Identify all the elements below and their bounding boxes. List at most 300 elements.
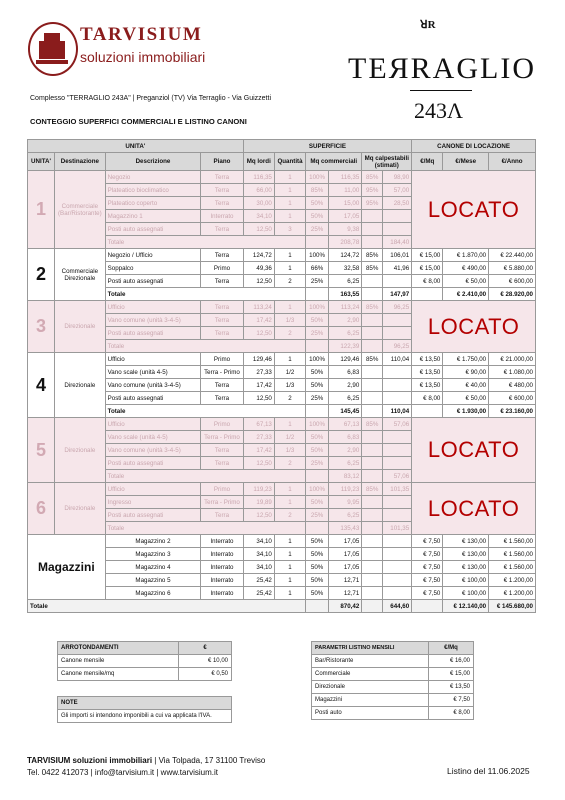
- unit-destination: Commerciale (Bar/Ristorante): [55, 171, 106, 249]
- row-calp-coefficient: [362, 496, 383, 509]
- locato-badge: LOCATO: [427, 313, 520, 339]
- row-calp-coefficient: [362, 444, 383, 457]
- total-spacer: [306, 522, 329, 535]
- row-eur-anno: € 1.200,00: [489, 587, 536, 600]
- table-row: [28, 353, 536, 366]
- row-calp-coefficient: 95%: [362, 184, 383, 197]
- row-mq-lordi: 12,50: [243, 327, 274, 340]
- unit-number: 4: [28, 353, 55, 418]
- row-floor: Interrato: [201, 535, 243, 548]
- row-mq-commerciali: 2,90: [329, 444, 362, 457]
- row-mq-calpestabili: 41,96: [383, 262, 412, 275]
- row-mq-lordi: 34,10: [243, 548, 274, 561]
- unit-destination: Direzionale: [55, 483, 106, 535]
- row-eur-anno: € 1.560,00: [489, 561, 536, 574]
- row-description: Magazzino 2: [105, 535, 201, 548]
- row-description: Ufficio: [105, 418, 201, 431]
- rounding-value: € 10,00: [179, 655, 232, 668]
- row-description: Vano comune (unità 3-4-5): [105, 314, 201, 327]
- row-description: Vano comune (unità 3-4-5): [105, 379, 201, 392]
- total-spacer: [362, 470, 383, 483]
- brand-divider: [410, 90, 472, 91]
- row-floor: Primo: [201, 483, 243, 496]
- row-description: Ufficio: [105, 353, 201, 366]
- row-mq-calpestabili: [383, 223, 412, 236]
- group-canone: CANONE DI LOCAZIONE: [412, 140, 536, 153]
- params-value: € 13,50: [429, 681, 474, 694]
- row-quantity: 1: [274, 210, 305, 223]
- unit-destination: Direzionale: [55, 353, 106, 418]
- row-coefficient: 66%: [306, 262, 329, 275]
- locato-badge: LOCATO: [427, 196, 520, 222]
- units-table: [27, 139, 536, 613]
- row-description: Soppalco: [105, 262, 201, 275]
- total-label: Totale: [105, 288, 306, 301]
- row-mq-lordi: 12,50: [243, 392, 274, 405]
- row-description: Magazzino 4: [105, 561, 201, 574]
- row-mq-calpestabili: 57,00: [383, 184, 412, 197]
- total-mq-calpestabili: 110,04: [383, 405, 412, 418]
- row-coefficient: 25%: [306, 223, 329, 236]
- row-quantity: 1: [274, 483, 305, 496]
- row-coefficient: 50%: [306, 379, 329, 392]
- group-superficie: SUPERFICIE: [243, 140, 412, 153]
- total-mq-commerciali: 163,55: [329, 288, 362, 301]
- row-description: Posti auto assegnati: [105, 392, 201, 405]
- row-mq-commerciali: 17,05: [329, 210, 362, 223]
- row-mq-calpestabili: [383, 444, 412, 457]
- col-eur-mese: €/Mese: [443, 153, 489, 171]
- row-floor: Interrato: [201, 210, 243, 223]
- row-mq-commerciali: 124,72: [329, 249, 362, 262]
- row-mq-commerciali: 116,35: [329, 171, 362, 184]
- row-floor: Terra: [201, 223, 243, 236]
- rounding-value: € 0,50: [179, 668, 232, 681]
- total-spacer: [306, 288, 329, 301]
- row-floor: Interrato: [201, 574, 243, 587]
- locato-cell: [412, 171, 536, 249]
- row-description: Magazzino 5: [105, 574, 201, 587]
- row-mq-calpestabili: 101,35: [383, 483, 412, 496]
- row-calp-coefficient: 85%: [362, 262, 383, 275]
- row-floor: Terra - Primo: [201, 431, 243, 444]
- row-calp-coefficient: [362, 379, 383, 392]
- row-floor: Interrato: [201, 587, 243, 600]
- row-mq-commerciali: 12,71: [329, 587, 362, 600]
- row-calp-coefficient: 85%: [362, 483, 383, 496]
- row-coefficient: 100%: [306, 301, 329, 314]
- row-mq-calpestabili: 57,06: [383, 418, 412, 431]
- footer-address: | Via Tolpada, 17 31100 Treviso: [154, 756, 266, 765]
- row-mq-lordi: 17,42: [243, 314, 274, 327]
- row-quantity: 1/2: [274, 431, 305, 444]
- row-mq-calpestabili: 98,90: [383, 171, 412, 184]
- total-mq-commerciali: 83,12: [329, 470, 362, 483]
- row-coefficient: 50%: [306, 366, 329, 379]
- total-spacer: [306, 600, 329, 613]
- row-mq-commerciali: 17,05: [329, 561, 362, 574]
- row-description: Posti auto assegnati: [105, 457, 201, 470]
- locato-cell: [412, 483, 536, 535]
- params-unit: €/Mq: [429, 642, 474, 655]
- row-calp-coefficient: [362, 535, 383, 548]
- row-mq-lordi: 30,00: [243, 197, 274, 210]
- total-spacer: [306, 405, 329, 418]
- row-coefficient: 100%: [306, 418, 329, 431]
- row-coefficient: 50%: [306, 574, 329, 587]
- row-coefficient: 50%: [306, 548, 329, 561]
- brand-number: 243Λ: [414, 98, 463, 123]
- row-mq-lordi: 19,89: [243, 496, 274, 509]
- row-floor: Interrato: [201, 548, 243, 561]
- row-quantity: 1: [274, 418, 305, 431]
- row-description: Negozio: [105, 171, 201, 184]
- total-mq-commerciali: 135,43: [329, 522, 362, 535]
- col-mq-calpestabili: Mq calpestabili (stimati): [362, 153, 412, 171]
- company-logo: [24, 16, 224, 78]
- params-label: Posti auto: [312, 707, 429, 720]
- total-mq-calpestabili: 147,97: [383, 288, 412, 301]
- total-spacer: [412, 405, 443, 418]
- row-mq-calpestabili: 28,50: [383, 197, 412, 210]
- row-quantity: 1: [274, 535, 305, 548]
- row-mq-commerciali: 15,00: [329, 197, 362, 210]
- row-eur-mese: € 100,00: [443, 574, 489, 587]
- row-calp-coefficient: [362, 457, 383, 470]
- unit-number: 1: [28, 171, 55, 249]
- row-quantity: 1: [274, 548, 305, 561]
- row-mq-commerciali: 6,25: [329, 327, 362, 340]
- total-mq-commerciali: 122,39: [329, 340, 362, 353]
- row-description: Negozio / Ufficio: [105, 249, 201, 262]
- row-mq-commerciali: 113,24: [329, 301, 362, 314]
- row-mq-calpestabili: [383, 496, 412, 509]
- row-mq-calpestabili: [383, 210, 412, 223]
- row-coefficient: 25%: [306, 509, 329, 522]
- row-eur-mese: € 100,00: [443, 587, 489, 600]
- row-mq-lordi: 124,72: [243, 249, 274, 262]
- row-mq-lordi: 25,42: [243, 587, 274, 600]
- row-mq-commerciali: 2,90: [329, 379, 362, 392]
- row-calp-coefficient: [362, 392, 383, 405]
- row-coefficient: 50%: [306, 197, 329, 210]
- row-floor: Terra: [201, 249, 243, 262]
- row-quantity: 1: [274, 587, 305, 600]
- total-spacer: [362, 340, 383, 353]
- row-calp-coefficient: [362, 509, 383, 522]
- footer-company: TARVISIUM soluzioni immobiliari: [27, 756, 153, 765]
- params-value: € 15,00: [429, 668, 474, 681]
- row-mq-calpestabili: [383, 314, 412, 327]
- group-unita: UNITA': [28, 140, 244, 153]
- row-mq-commerciali: 6,25: [329, 509, 362, 522]
- total-label: Totale: [105, 522, 306, 535]
- grand-total-label: Totale: [28, 600, 306, 613]
- col-mq-lordi: Mq lordi: [243, 153, 274, 171]
- row-description: Plateatico bioclimatico: [105, 184, 201, 197]
- row-quantity: 2: [274, 392, 305, 405]
- row-mq-commerciali: 12,71: [329, 574, 362, 587]
- complex-info: Complesso "TERRAGLIO 243A" | Preganziol (TV) Via Terraglio - Via Guizzetti: [30, 95, 271, 102]
- row-calp-coefficient: 85%: [362, 418, 383, 431]
- row-mq-lordi: 12,50: [243, 457, 274, 470]
- table-row: [28, 483, 536, 496]
- row-mq-lordi: 17,42: [243, 444, 274, 457]
- row-calp-coefficient: [362, 561, 383, 574]
- row-floor: Terra: [201, 301, 243, 314]
- total-mq-commerciali: 145,45: [329, 405, 362, 418]
- grand-total-row: [28, 600, 536, 613]
- locato-badge: LOCATO: [427, 495, 520, 521]
- row-mq-lordi: 66,00: [243, 184, 274, 197]
- row-coefficient: 25%: [306, 327, 329, 340]
- row-mq-calpestabili: 110,04: [383, 353, 412, 366]
- row-floor: Terra: [201, 444, 243, 457]
- row-description: Plateatico coperto: [105, 197, 201, 210]
- table-row: [28, 418, 536, 431]
- col-unita: UNITA': [28, 153, 55, 171]
- row-eur-mese: € 1.870,00: [443, 249, 489, 262]
- row-calp-coefficient: 85%: [362, 301, 383, 314]
- row-mq-lordi: 113,24: [243, 301, 274, 314]
- col-mq-commerciali: Mq commerciali: [306, 153, 362, 171]
- row-mq-commerciali: 119,23: [329, 483, 362, 496]
- table-row: [28, 535, 536, 548]
- row-eur-mq: € 8,00: [412, 275, 443, 288]
- row-quantity: 2: [274, 275, 305, 288]
- row-eur-anno: € 1.560,00: [489, 548, 536, 561]
- unit-number: 6: [28, 483, 55, 535]
- unit-destination: Direzionale: [55, 418, 106, 483]
- row-coefficient: 50%: [306, 210, 329, 223]
- notes-title: NOTE: [58, 697, 232, 710]
- row-mq-commerciali: 6,25: [329, 275, 362, 288]
- row-eur-anno: € 600,00: [489, 275, 536, 288]
- row-description: Ufficio: [105, 301, 201, 314]
- row-description: Vano scale (unità 4-5): [105, 431, 201, 444]
- rounding-unit: €: [179, 642, 232, 655]
- row-floor: Terra: [201, 457, 243, 470]
- row-mq-lordi: 27,33: [243, 431, 274, 444]
- row-eur-mq: € 13,50: [412, 379, 443, 392]
- row-floor: Terra: [201, 379, 243, 392]
- notes-table: [57, 696, 232, 723]
- footer-contacts: Tel. 0422 412073 | info@tarvisium.it | www.tarvisium.it: [27, 768, 219, 777]
- row-calp-coefficient: 85%: [362, 249, 383, 262]
- row-coefficient: 50%: [306, 431, 329, 444]
- row-coefficient: 100%: [306, 249, 329, 262]
- total-label: Totale: [105, 236, 306, 249]
- row-eur-mese: € 130,00: [443, 561, 489, 574]
- row-eur-mq: € 15,00: [412, 249, 443, 262]
- row-quantity: 1: [274, 496, 305, 509]
- row-eur-mese: € 90,00: [443, 366, 489, 379]
- locato-badge: LOCATO: [427, 437, 520, 462]
- notes-text: Gli importi si intendono imponibili a cui va applicata l'IVA.: [58, 710, 232, 723]
- row-quantity: 1: [274, 561, 305, 574]
- row-description: Ingresso: [105, 496, 201, 509]
- col-quantita: Quantità: [274, 153, 305, 171]
- unit-number: 2: [28, 249, 55, 301]
- row-eur-mese: € 490,00: [443, 262, 489, 275]
- row-eur-mq: € 13,50: [412, 353, 443, 366]
- row-mq-lordi: 34,10: [243, 210, 274, 223]
- total-spacer: [362, 405, 383, 418]
- row-mq-calpestabili: [383, 587, 412, 600]
- col-descrizione: Descrizione: [105, 153, 201, 171]
- unit-destination: Commerciale Direzionale: [55, 249, 106, 301]
- row-mq-lordi: 27,33: [243, 366, 274, 379]
- row-floor: Primo: [201, 262, 243, 275]
- row-description: Vano scale (unità 4-5): [105, 366, 201, 379]
- row-mq-calpestabili: [383, 509, 412, 522]
- row-description: Magazzino 6: [105, 587, 201, 600]
- row-eur-mq: € 7,50: [412, 587, 443, 600]
- row-eur-mq: € 15,00: [412, 262, 443, 275]
- col-piano: Piano: [201, 153, 243, 171]
- row-mq-calpestabili: [383, 366, 412, 379]
- row-coefficient: 50%: [306, 561, 329, 574]
- row-quantity: 1: [274, 353, 305, 366]
- total-spacer: [362, 236, 383, 249]
- logo-subtitle: soluzioni immobiliari: [80, 49, 206, 65]
- total-mq-commerciali: 208,78: [329, 236, 362, 249]
- row-floor: Primo: [201, 418, 243, 431]
- row-eur-anno: € 5.880,00: [489, 262, 536, 275]
- total-mq-calpestabili: 184,40: [383, 236, 412, 249]
- row-mq-lordi: 119,23: [243, 483, 274, 496]
- row-mq-lordi: 49,36: [243, 262, 274, 275]
- total-label: Totale: [105, 405, 306, 418]
- row-mq-lordi: 116,35: [243, 171, 274, 184]
- row-quantity: 2: [274, 327, 305, 340]
- row-calp-coefficient: [362, 548, 383, 561]
- row-eur-anno: € 1.080,00: [489, 366, 536, 379]
- table-row: [28, 249, 536, 262]
- magazzini-label: Magazzini: [28, 535, 106, 600]
- row-mq-calpestabili: 96,25: [383, 301, 412, 314]
- row-calp-coefficient: [362, 366, 383, 379]
- row-quantity: 2: [274, 509, 305, 522]
- total-spacer: [362, 600, 383, 613]
- row-mq-calpestabili: [383, 431, 412, 444]
- row-description: Vano comune (unità 3-4-5): [105, 444, 201, 457]
- col-eur-anno: €/Anno: [489, 153, 536, 171]
- row-mq-commerciali: 11,00: [329, 184, 362, 197]
- row-description: Posti auto assegnati: [105, 509, 201, 522]
- row-floor: Terra - Primo: [201, 496, 243, 509]
- row-mq-commerciali: 32,58: [329, 262, 362, 275]
- row-calp-coefficient: [362, 587, 383, 600]
- row-description: Posti auto assegnati: [105, 327, 201, 340]
- row-floor: Interrato: [201, 561, 243, 574]
- row-eur-anno: € 480,00: [489, 379, 536, 392]
- row-mq-lordi: 34,10: [243, 535, 274, 548]
- total-eur-anno: € 28.920,00: [489, 288, 536, 301]
- footer-company-line: [27, 756, 265, 765]
- row-mq-lordi: 12,50: [243, 275, 274, 288]
- row-mq-commerciali: 9,38: [329, 223, 362, 236]
- row-mq-calpestabili: [383, 327, 412, 340]
- row-calp-coefficient: [362, 223, 383, 236]
- row-mq-commerciali: 129,46: [329, 353, 362, 366]
- row-coefficient: 50%: [306, 535, 329, 548]
- row-coefficient: 50%: [306, 314, 329, 327]
- row-mq-lordi: 34,10: [243, 561, 274, 574]
- total-spacer: [412, 600, 443, 613]
- col-destinazione: Destinazione: [55, 153, 106, 171]
- row-coefficient: 100%: [306, 171, 329, 184]
- total-label: Totale: [105, 470, 306, 483]
- row-description: Ufficio: [105, 483, 201, 496]
- table-row: [28, 301, 536, 314]
- row-quantity: 1: [274, 574, 305, 587]
- row-eur-mese: € 50,00: [443, 275, 489, 288]
- total-mq-calpestabili: 96,25: [383, 340, 412, 353]
- params-table: [311, 641, 474, 720]
- row-mq-lordi: 17,42: [243, 379, 274, 392]
- row-floor: Terra: [201, 314, 243, 327]
- row-quantity: 3: [274, 223, 305, 236]
- total-spacer: [306, 236, 329, 249]
- row-mq-commerciali: 17,05: [329, 548, 362, 561]
- row-eur-anno: € 600,00: [489, 392, 536, 405]
- row-eur-mq: € 7,50: [412, 548, 443, 561]
- row-floor: Primo: [201, 353, 243, 366]
- row-eur-mese: € 40,00: [443, 379, 489, 392]
- unit-number: 3: [28, 301, 55, 353]
- page-title: CONTEGGIO SUPERFICI COMMERCIALI E LISTINO CANONI: [30, 117, 247, 126]
- row-quantity: 1: [274, 184, 305, 197]
- rounding-table: [57, 641, 232, 681]
- row-description: Posti auto assegnati: [105, 275, 201, 288]
- total-eur-anno: € 23.160,00: [489, 405, 536, 418]
- total-eur-mese: € 1.930,00: [443, 405, 489, 418]
- total-spacer: [412, 288, 443, 301]
- total-spacer: [306, 340, 329, 353]
- row-eur-mq: € 7,50: [412, 535, 443, 548]
- row-floor: Terra: [201, 327, 243, 340]
- row-mq-commerciali: 6,25: [329, 392, 362, 405]
- row-quantity: 1: [274, 301, 305, 314]
- params-value: € 8,00: [429, 707, 474, 720]
- row-mq-calpestabili: 106,01: [383, 249, 412, 262]
- row-mq-calpestabili: [383, 392, 412, 405]
- table-row: [28, 171, 536, 184]
- row-eur-mq: € 13,50: [412, 366, 443, 379]
- params-value: € 16,00: [429, 655, 474, 668]
- row-quantity: 1: [274, 262, 305, 275]
- row-quantity: 1/3: [274, 314, 305, 327]
- logo-name: TARVISIUM: [80, 24, 203, 45]
- row-calp-coefficient: 85%: [362, 353, 383, 366]
- row-description: Magazzino 1: [105, 210, 201, 223]
- total-mq-calpestabili: 57,06: [383, 470, 412, 483]
- params-value: € 7,50: [429, 694, 474, 707]
- row-floor: Terra: [201, 275, 243, 288]
- row-mq-commerciali: 6,83: [329, 431, 362, 444]
- row-coefficient: 25%: [306, 275, 329, 288]
- row-mq-calpestabili: [383, 561, 412, 574]
- row-floor: Terra: [201, 171, 243, 184]
- unit-number: 5: [28, 418, 55, 483]
- row-mq-calpestabili: [383, 548, 412, 561]
- row-quantity: 1: [274, 171, 305, 184]
- locato-cell: [412, 301, 536, 353]
- grand-total-mq-commerciali: 870,42: [329, 600, 362, 613]
- row-coefficient: 25%: [306, 392, 329, 405]
- row-calp-coefficient: 95%: [362, 197, 383, 210]
